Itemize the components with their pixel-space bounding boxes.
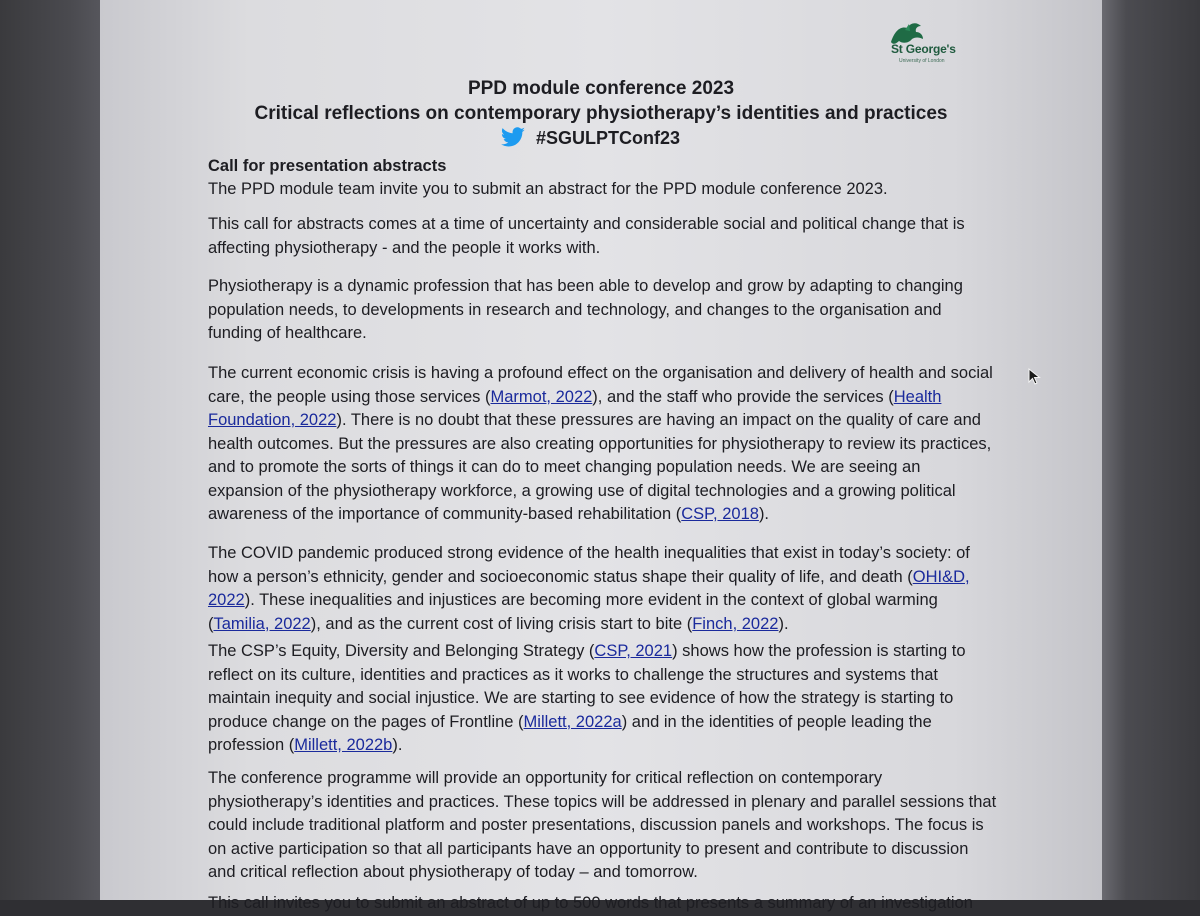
paragraph — [208, 362, 998, 527]
citation-link[interactable]: Millett, 2022a — [523, 712, 622, 731]
paragraph-text: ). — [392, 736, 403, 754]
paragraph — [208, 640, 998, 758]
page-title: PPD module conference 2023 — [467, 78, 735, 99]
citation-link[interactable]: CSP, 2018 — [681, 505, 759, 523]
paragraph-text: The COVID pandemic produced strong evidence of the health inequalities that exist in today’s society: of how a person’s ethnicity, gender and socioeconomic status shape their quality of life, and death ( — [208, 544, 970, 586]
paragraph-text: ). These inequalities and injustices are becoming more evident in the context of global warming ( — [208, 591, 938, 633]
paragraph-text: ). There is no doubt that these pressures are having an impact on the quality of care and health outcomes. But the pressures are also creating opportunities for physiotherapy to review its practices, and to promote the sorts of things it can do to meet changing population needs. We are seeing an expansion of the physiotherapy workforce, a growing use of digital technologies and a growing political awareness of the importance of community-based rehabilitation ( — [208, 411, 992, 523]
logo-subtitle: University of London — [899, 58, 945, 64]
monitor-bezel-left — [0, 0, 100, 900]
section-title: Call for presentation abstracts — [208, 157, 447, 175]
logo-name: St George's — [891, 42, 956, 56]
monitor-bezel-right — [1102, 0, 1200, 900]
paragraph — [208, 767, 998, 885]
conference-hashtag: #SGULPTConf23 — [536, 127, 681, 148]
citation-link[interactable]: OHI&D, 2022 — [208, 567, 970, 609]
citation-link[interactable]: Tamilia, 2022 — [213, 614, 311, 633]
citation-link[interactable]: Health Foundation, 2022 — [208, 387, 942, 429]
university-logo — [885, 22, 980, 70]
paragraph-text: This call invites you to submit an abstract of up to 500 words that presents a summary of an investigation — [208, 894, 973, 912]
citation-link[interactable]: Finch, 2022 — [692, 614, 779, 633]
document-screen — [100, 0, 1102, 912]
paragraph — [208, 542, 998, 636]
intro-paragraph: The PPD module team invite you to submit an abstract for the PPD module conference 2023. — [208, 180, 888, 198]
paragraph — [208, 275, 998, 346]
citation-link[interactable]: Millett, 2022b — [294, 736, 393, 754]
document-page — [100, 0, 1102, 912]
paragraph — [208, 892, 998, 916]
paragraph-text: ) and in the identities of people leading the profession ( — [208, 712, 932, 754]
paragraph-text: ), and the staff who provide the services ( — [592, 387, 894, 406]
paragraph-text: ). — [778, 614, 789, 633]
paragraph — [208, 213, 998, 260]
page-subtitle: Critical reflections on contemporary physiotherapy’s identities and practices — [254, 103, 948, 124]
paragraph-text: Physiotherapy is a dynamic profession that has been able to develop and grow by adapting to changing population needs, to developments in research and technology, and changes to the organisation and funding of healthcare. — [208, 277, 963, 342]
paragraph-text: The current economic crisis is having a profound effect on the organisation and delivery of health and social care, the people using those services ( — [208, 364, 993, 406]
mouse-pointer-icon — [1028, 368, 1042, 386]
paragraph-text: The conference programme will provide an opportunity for critical reflection on contemporary physiotherapy’s identities and practices. These topics will be addressed in plenary and parallel sessions that could include traditional platform and poster presentations, discussion panels and workshops. The focus is on active participation so that all participants have an opportunity to present and contribute to discussion and critical reflection about physiotherapy of today – and tomorrow. — [208, 769, 997, 881]
twitter-bird-icon — [500, 127, 526, 149]
paragraph-text: ) shows how the profession is starting to reflect on its culture, identities and practices as it works to challenge the structures and systems that maintain inequity and social injustice. We are starting to see evidence of how the strategy is starting to produce change on the pages of Frontline ( — [208, 642, 966, 731]
paragraph-text: The CSP’s Equity, Diversity and Belonging Strategy ( — [208, 642, 595, 660]
paragraph-text: ), and as the current cost of living crisis start to bite ( — [310, 614, 693, 633]
hashtag-row — [500, 126, 680, 150]
citation-link[interactable]: CSP, 2021 — [594, 642, 673, 660]
citation-link[interactable]: Marmot, 2022 — [490, 387, 593, 406]
paragraph-text: This call for abstracts comes at a time of uncertainty and considerable social and political change that is affecting physiotherapy - and the people it works with. — [208, 215, 965, 257]
paragraph-text: ). — [758, 505, 770, 523]
